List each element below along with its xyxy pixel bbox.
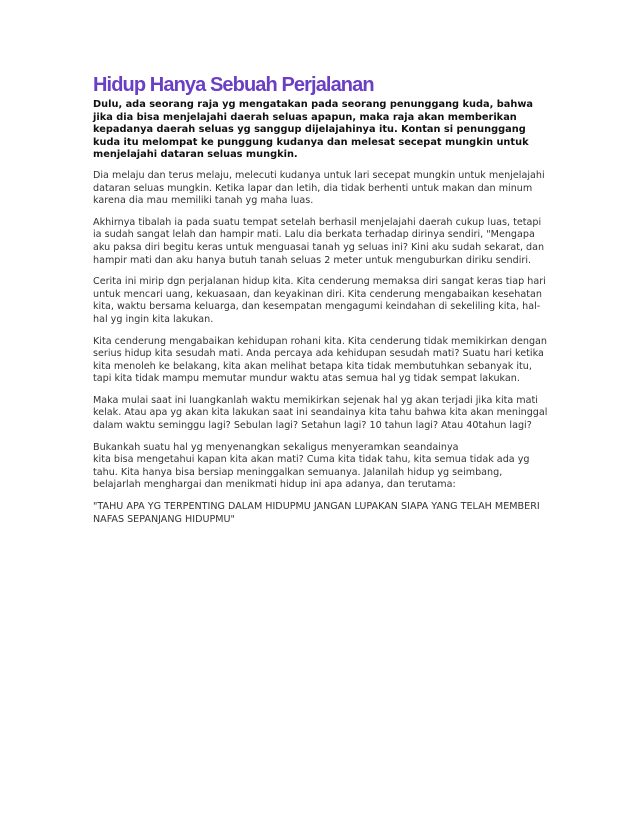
paragraph-3: Cerita ini mirip dgn perjalanan hidup kita. Kita cenderung memaksa diri sangat keras tiap hari untuk mencari uang, kekuasaan, dan keyakinan diri. Kita cenderung mengabaikan kesehatan kita, waktu bersama keluarga, dan kesempatan mengagumi keindahan di sekeliling kita, hal-hal yg ingin kita lakukan. bbox=[93, 276, 546, 325]
closing-line-1: Bukankah suatu hal yg menyenangkan sekaligus menyeramkan seandainya bbox=[93, 441, 459, 453]
closing-line-2: kita bisa mengetahui kapan kita akan mati? Cuma kita tidak tahu, kita semua tidak ada yg tahu. Kita hanya bisa bersiap meninggalkan semuanya. Jalanilah hidup yg seimbang, belajarlah menghargai dan menikmati hidup ini apa adanya, dan terutama: bbox=[93, 454, 530, 491]
paragraph-1: Dia melaju dan terus melaju, melecuti kudanya untuk lari secepat mungkin untuk menjelajahi dataran seluas mungkin. Ketika lapar dan letih, dia tidak berhenti untuk makan dan minum karena dia mau memiliki tanah yg maha luas. bbox=[93, 169, 545, 207]
paragraph-closing bbox=[93, 442, 548, 492]
paragraph-2: Akhirnya tibalah ia pada suatu tempat setelah berhasil menjelajahi daerah cukup luas, tetapi ia sudah sangat lelah dan hampir mati. Lalu dia berkata terhadap dirinya sendiri, "Mengapa aku paksa diri begitu keras untuk menguasai tanah yg seluas ini? Kini aku sudah sekarat, dan hampir mati dan aku hanya butuh tanah seluas 2 meter untuk menguburkan diriku sendiri. bbox=[93, 216, 545, 266]
article bbox=[93, 73, 548, 526]
paragraph-4: Kita cenderung mengabaikan kehidupan rohani kita. Kita cenderung tidak memikirkan dengan serius hidup kita sesudah mati. Anda percaya ada kehidupan sesudah mati? Suatu hari ketika kita menoleh ke belakang, kita akan melihat betapa kita tidak membutuhkan sebanyak itu, tapi kita tidak mampu memutar mundur waktu atas semua hal yg tidak sempat lakukan. bbox=[93, 335, 548, 385]
closing-quote: "TAHU APA YG TERPENTING DALAM HIDUPMU JANGAN LUPAKAN SIAPA YANG TELAH MEMBERI NAFAS SEPANJANG HIDUPMU" bbox=[93, 501, 540, 525]
paragraph-5: Maka mulai saat ini luangkanlah waktu memikirkan sejenak hal yg akan terjadi jika kita mati kelak. Atau apa yg akan kita lakukan saat ini seandainya kita tahu bahwa kita akan meninggal dalam waktu seminggu lagi? Sebulan lagi? Setahun lagi? 10 tahun lagi? Atau 40tahun lagi? bbox=[93, 394, 548, 432]
article-lead: Dulu, ada seorang raja yg mengatakan pada seorang penunggang kuda, bahwa jika dia bisa menjelajahi daerah seluas apapun, maka raja akan memberikan kepadanya daerah seluas yg sanggup dijelajahinya itu. Kontan si penunggang kuda itu melompat ke punggung kudanya dan melesat secepat mungkin untuk menjelajahi dataran seluas mungkin. bbox=[93, 99, 533, 161]
article-title: Hidup Hanya Sebuah Perjalanan bbox=[93, 74, 374, 96]
